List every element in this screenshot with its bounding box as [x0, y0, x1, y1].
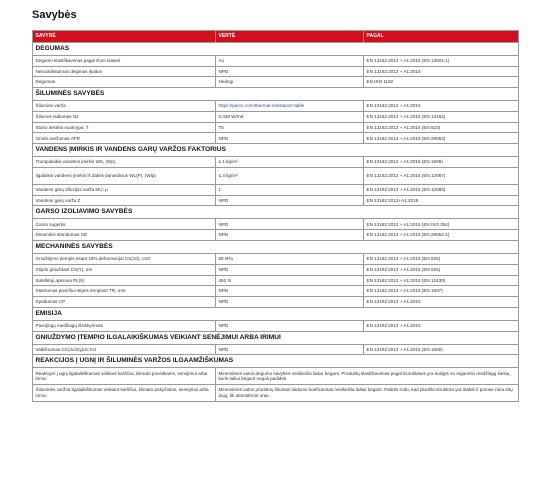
thermal-resistance-link[interactable]: https://paroc.com/thermal-resistance-table [218, 103, 305, 109]
section-title: DEGUMAS [33, 42, 519, 55]
property-cell: Ilgalaikis vandens įmirkis iš dalies panardinus WL(P), (Wlp) [33, 168, 216, 185]
value-cell: 0,038 W/mK [216, 111, 364, 122]
table-row [33, 286, 519, 297]
section-title: EMISIJA [33, 307, 519, 320]
property-cell: Dinaminis standumas SD [33, 230, 216, 241]
value-cell: Nedegi [216, 77, 364, 88]
standard-cell: EN 13162:2012 + A1:2015 (EN 1606) [364, 344, 519, 355]
table-row [33, 219, 519, 230]
table-row [33, 66, 519, 77]
value-cell: NPD [216, 320, 364, 331]
property-cell: Oninis varžumas AFR [33, 133, 216, 144]
standard-cell: EN 13162:2012 + A1:2015 (EN 12086) [364, 184, 519, 195]
section-title: GARSO IZOLIAVIMO SAVYBĖS [33, 206, 519, 219]
standard-cell: EN 13162:2012 + A1:2015 [364, 66, 519, 77]
section-header-row [33, 144, 519, 157]
section-header-row [33, 307, 519, 320]
section-header-row [33, 331, 519, 344]
value-cell: ≤ 1 kg/m² [216, 157, 364, 168]
table-row [33, 368, 519, 385]
table-row [33, 133, 519, 144]
value-cell: NPD [216, 219, 364, 230]
standard-cell: EN 13162:2012 + A1:2015 (EN 29052-1) [364, 230, 519, 241]
value-cell: NPD [216, 133, 364, 144]
table-row [33, 385, 519, 402]
header-value: VERTĖ [216, 31, 364, 43]
table-row [33, 195, 519, 206]
value-cell: NPD [216, 344, 364, 355]
value-cell: NPD [216, 286, 364, 297]
value-cell: NPD [216, 230, 364, 241]
property-cell: Degumo klasifikavimas pagal Euro klases [33, 55, 216, 66]
value-cell: Mineralinės vatos degumo savybės nesikeičia laikui bėgant. Produktų klasifikavimas pagal Euroklases yra susijęs su organiniu medžiagų kiekiu, kuris laikui bėgant negali padidėti. [216, 368, 519, 385]
table-row [33, 230, 519, 241]
property-cell: Stipris gniuždant CS(Y), σm [33, 264, 216, 275]
header-standard: PAGAL [364, 31, 519, 43]
section-title: VANDENS ĮMIRKIS IR VANDENS GARŲ VARŽOS FAKTORIUS [33, 144, 519, 157]
table-row [33, 111, 519, 122]
value-cell: A1 [216, 55, 364, 66]
property-cell: Statmenas paviršiui stipris tempiant TR, σmt [33, 286, 216, 297]
table-row [33, 184, 519, 195]
standard-cell: EN 13162:2012+A1:2015 [364, 195, 519, 206]
table-row [33, 122, 519, 133]
standard-cell: EN 13162:2012 + A1:2015 (EN 13162) [364, 111, 519, 122]
value-cell: Mineralinės vatos produktų šilumos laidumo koeficientas nesikeičia laikui bėgant. Patirtis rodo, kad pluošto struktūra yra stabili ir porose nėra kitų dujų, tik atmosferos oras. [216, 385, 519, 402]
standard-cell: EN ISO 1182 [364, 77, 519, 88]
table-row [33, 253, 519, 264]
property-cell: Sutelktoji apkrova PL(5) [33, 275, 216, 286]
property-cell: Šiluminė varža [33, 101, 216, 112]
section-title: GNIUŽDYMO ĮTEMPIO ILGALAIKIŠKUMAS VEIKIANT SENĖJIMUI ARBA IRIMUI [33, 331, 519, 344]
properties-table [32, 30, 519, 402]
property-cell: Šiluminės varžos ilgalaikiškumas veikiant karščiui, klimato pokyčiams, senėjimui arba irimui [33, 385, 216, 402]
property-cell: Šilumos laidumas λD [33, 111, 216, 122]
table-row [33, 275, 519, 286]
property-cell: Trumpalaikis vandens įmirkis WS, (Wp) [33, 157, 216, 168]
table-body [33, 42, 519, 401]
section-title: MECHANINĖS SAVYBĖS [33, 240, 519, 253]
property-cell: Pavojingų medžiagų išsiskyrimas [33, 320, 216, 331]
section-title: ŠILUMINĖS SAVYBĖS [33, 88, 519, 101]
section-title: REAKCIJOS Į UGNĮ IR ŠILUMINĖS VARŽOS ILGAAMŽIŠKUMAS [33, 355, 519, 368]
table-row [33, 264, 519, 275]
section-header-row [33, 88, 519, 101]
value-cell: NPD [216, 66, 364, 77]
table-row [33, 344, 519, 355]
property-cell: Spūdumas CP [33, 297, 216, 308]
value-cell: 50 kPa [216, 253, 364, 264]
value-cell: T5 [216, 122, 364, 133]
property-cell: Garso sugertis [33, 219, 216, 230]
section-header-row [33, 240, 519, 253]
value-cell: NPD [216, 195, 364, 206]
property-cell: Storio leistina nuokrypa, T [33, 122, 216, 133]
value-cell: ≤ 3 kg/m² [216, 168, 364, 185]
standard-cell: EN 13162:2012 + A1:2015 [364, 101, 519, 112]
value-cell: NPD [216, 297, 364, 308]
property-cell: Vandens garų varža Z [33, 195, 216, 206]
value-cell [216, 101, 364, 112]
standard-cell: EN 13162:2012 + A1:2015 (EN 29053) [364, 133, 519, 144]
value-cell: 1 [216, 184, 364, 195]
table-header-row [33, 31, 519, 43]
section-header-row [33, 355, 519, 368]
property-cell: Reakcijos į ugnį ilgalaikiškumas veikiant karščiui, klimato poveikiams, senėjimui arba irimui [33, 368, 216, 385]
table-row [33, 168, 519, 185]
standard-cell: EN 13162:2012 + A1:2015 (EN 823) [364, 122, 519, 133]
table-row [33, 297, 519, 308]
standard-cell: EN 13162:2012 + A1:2015 [364, 297, 519, 308]
table-row [33, 77, 519, 88]
table-row [33, 320, 519, 331]
property-cell: Valkšnumas CC(i1/i2/y)σc;Xct [33, 344, 216, 355]
standard-cell: EN 13162:2012 + A1:2015 (EN 12430) [364, 275, 519, 286]
standard-cell: EN 13162:2012 + A1:2015 [364, 320, 519, 331]
standard-cell: EN 13162:2012 + A1:2015 (EN 12087) [364, 168, 519, 185]
standard-cell: EN 13162:2012 + A1:2015 (EN 1607) [364, 286, 519, 297]
property-cell: Gniuždymo įtempis esant 10% deformacijai CS(10), σ10 [33, 253, 216, 264]
property-cell: Nenutrūkstamas degimas įkaitus [33, 66, 216, 77]
property-cell: Degumas [33, 77, 216, 88]
standard-cell: EN 13162:2012 + A1:2015 (EN ISO 354) [364, 219, 519, 230]
table-row [33, 157, 519, 168]
value-cell: NPD [216, 264, 364, 275]
property-cell: Vandens garų difuzijos varža MU; μ [33, 184, 216, 195]
table-row [33, 101, 519, 112]
section-header-row [33, 206, 519, 219]
value-cell: 450 N [216, 275, 364, 286]
standard-cell: EN 13162:2012 + A1:2015 (EN 1609) [364, 157, 519, 168]
header-property: SAVYBĖ [33, 31, 216, 43]
standard-cell: EN 13162:2012 + A1:2015 (EN 826) [364, 264, 519, 275]
page-title: Savybės [32, 9, 77, 21]
section-header-row [33, 42, 519, 55]
table-row [33, 55, 519, 66]
standard-cell: EN 13162:2012 + A1:2015 (EN 826) [364, 253, 519, 264]
standard-cell: EN 13162:2012 + A1:2015 (EN 13501-1) [364, 55, 519, 66]
